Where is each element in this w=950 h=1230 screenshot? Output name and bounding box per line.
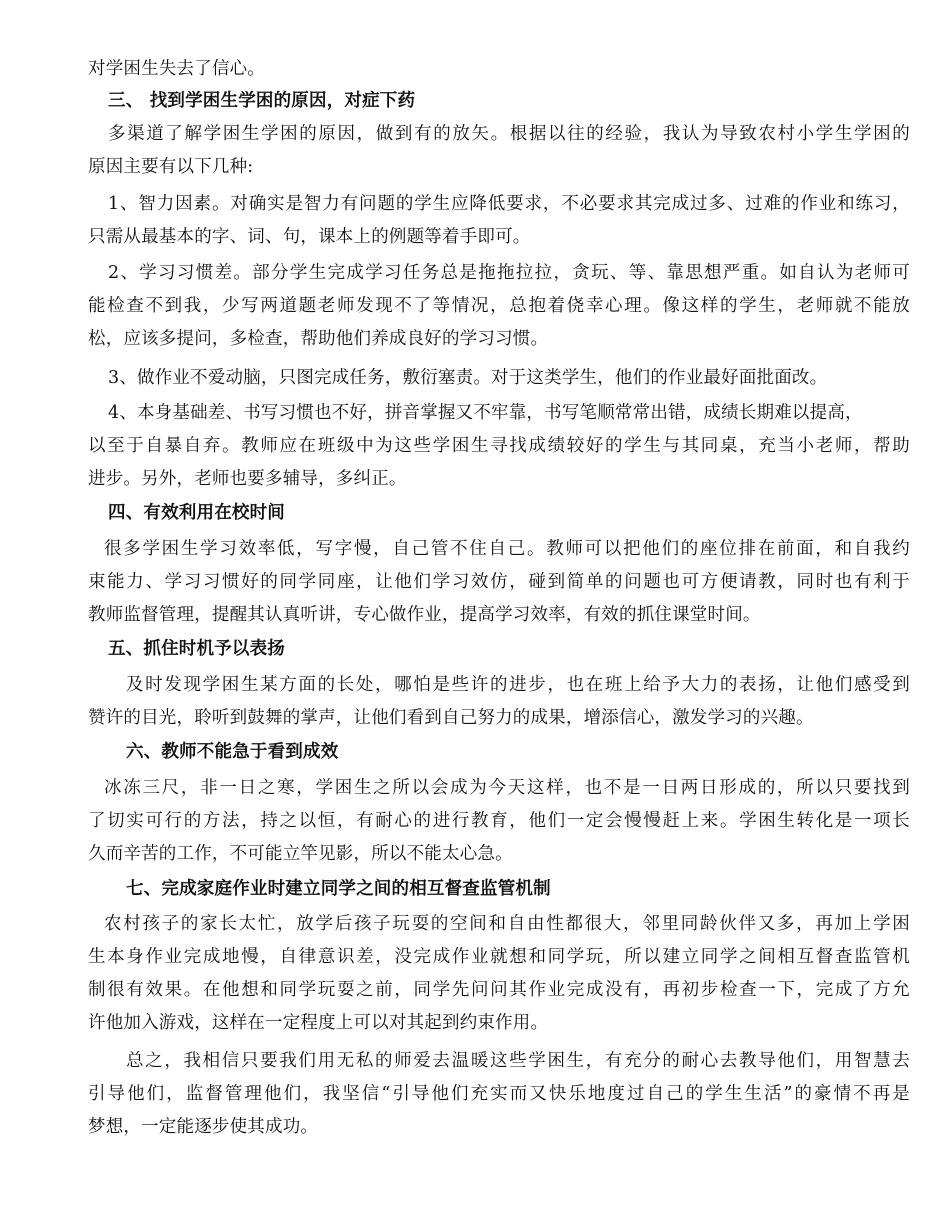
text-line: 进步。另外，老师也要多辅导，多纠正。 (88, 469, 407, 489)
text-line: 1、智力因素。对确实是智力有问题的学生应降低要求，不必要求其完成过多、过难的作业和练习， (108, 194, 910, 214)
text-line: 很多学困生学习效率低，写字慢，自己管不住自己。教师可以把他们的座位排在前面，和自我约 (104, 539, 910, 559)
text-line: 赞许的目光，聆听到鼓舞的掌声，让他们看到自己努力的成果，增添信心，激发学习的兴趣。 (88, 708, 814, 728)
text-line: 许他加入游戏，这样在一定程度上可以对其起到约束作用。 (88, 1013, 549, 1033)
text-line: 只需从最基本的字、词、句，课本上的例题等着手即可。 (88, 227, 531, 247)
text-line: 松，应该多提问，多检查，帮助他们养成良好的学习习惯。 (88, 329, 549, 349)
text-line: 教师监督管理，提醒其认真听讲，专心做作业，提高学习效率，有效的抓住课堂时间。 (88, 605, 761, 625)
text-line: 久而辛苦的工作，不可能立竿见影，所以不能太心急。 (88, 844, 513, 864)
text-line: 引导他们，监督管理他们，我坚信“引导他们充实而又快乐地度过自己的学生生活”的豪情不再是 (88, 1084, 910, 1104)
text-line: 冰冻三尺，非一日之寒，学困生之所以会成为今天这样，也不是一日两日形成的，所以只要找到 (104, 778, 910, 798)
text-line: 以至于自暴自弃。教师应在班级中为这些学困生寻找成绩较好的学生与其同桌，充当小老师，帮助 (88, 436, 910, 456)
text-line: 总之，我相信只要我们用无私的师爱去温暖这些学困生，有充分的耐心去教导他们，用智慧去 (126, 1051, 910, 1071)
text-line: 4、本身基础差、书写习惯也不好，拼音掌握又不牢靠，书写笔顺常常出错，成绩长期难以提高， (108, 403, 863, 423)
text-line: 农村孩子的家长太忙，放学后孩子玩耍的空间和自由性都很大，邻里同龄伙伴又多，再加上学困 (104, 914, 910, 934)
text-line: 束能力、学习习惯好的同学同座，让他们学习效仿，碰到简单的问题也可方便请教，同时也有利于 (88, 572, 910, 592)
section-heading-7: 七、完成家庭作业时建立同学之间的相互督查监管机制 (126, 879, 551, 899)
text-line: 制很有效果。在他想和同学玩耍之前，同学先问问其作业完成没有，再初步检查一下，完成了方允 (88, 980, 910, 1000)
text-line: 梦想，一定能逐步使其成功。 (88, 1117, 319, 1137)
text-line: 原因主要有以下几种: (88, 157, 254, 177)
text-line: 能检查不到我，少写两道题老师发现不了等情况，总抱着侥幸心理。像这样的学生，老师就不能放 (88, 296, 910, 316)
text-line: 2、学习习惯差。部分学生完成学习任务总是拖拖拉拉，贪玩、等、靠思想严重。如自认为老师可 (108, 263, 910, 283)
text-line: 了切实可行的方法，持之以恒，有耐心的进行教育，他们一定会慢慢赶上来。学困生转化是一项长 (88, 811, 910, 831)
section-heading-4: 四、有效利用在校时间 (108, 503, 285, 523)
text-line: 生本身作业完成地慢，自律意识差，没完成作业就想和同学玩，所以建立同学之间相互督查监管机 (88, 947, 910, 967)
section-heading-3: 三、 找到学困生学困的原因，对症下药 (108, 91, 416, 111)
text-line: 对学困生失去了信心。 (88, 59, 265, 79)
text-line: 及时发现学困生某方面的长处，哪怕是些许的进步，也在班上给予大力的表扬，让他们感受到 (126, 675, 910, 695)
text-line: 3、做作业不爱动脑，只图完成任务，敷衍塞责。对于这类学生，他们的作业最好面批面改。 (108, 368, 828, 388)
text-line: 多渠道了解学困生学困的原因，做到有的放矢。根据以往的经验，我认为导致农村小学生学困的 (108, 124, 910, 144)
section-heading-6: 六、教师不能急于看到成效 (126, 742, 339, 762)
section-heading-5: 五、抓住时机予以表扬 (108, 639, 285, 659)
